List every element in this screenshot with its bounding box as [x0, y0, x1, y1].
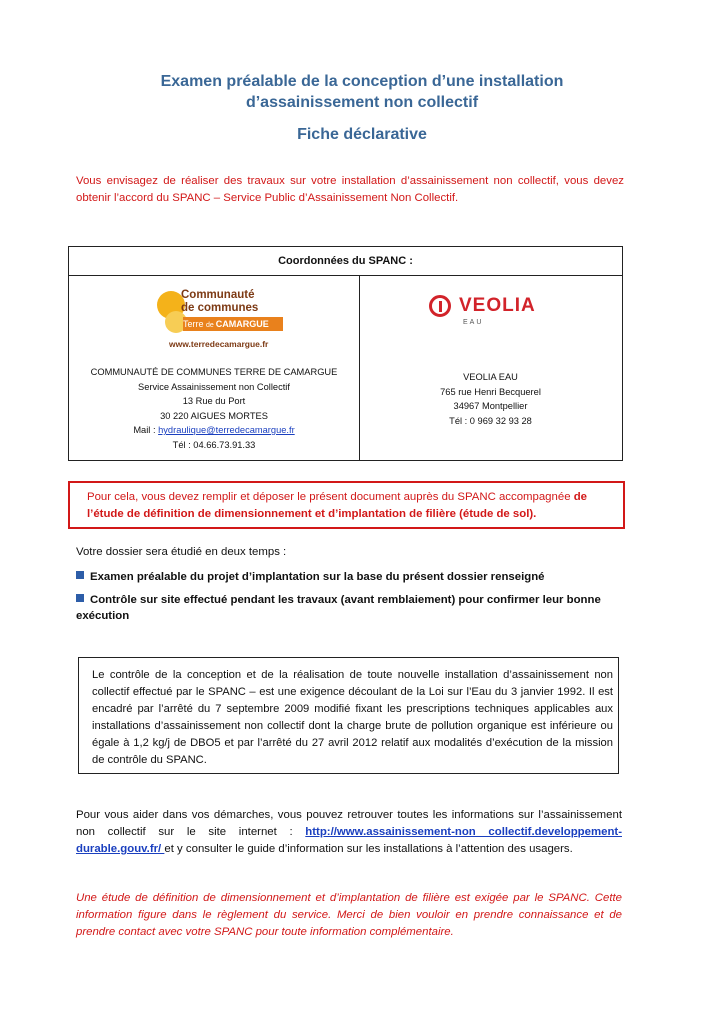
veolia-address	[359, 370, 622, 428]
cc-mail-label: Mail :	[133, 425, 159, 435]
spanc-header: Coordonnées du SPANC :	[69, 247, 622, 276]
assainissement-link[interactable]: http://www.assainissement-non collectif.developpement-durable.gouv.fr/	[76, 826, 622, 855]
requirement-box	[68, 481, 625, 529]
cc-name: COMMUNAUTÉ DE COMMUNES TERRE DE CAMARGUE	[90, 367, 338, 377]
logo-url: www.terredecamargue.fr	[169, 339, 269, 349]
terre-de-camargue-logo	[157, 289, 287, 355]
spanc-contact-table	[68, 246, 623, 461]
logo-text-line1: Communauté	[181, 289, 255, 301]
cc-mail-line	[69, 423, 359, 438]
cc-street: 13 Rue du Port	[182, 396, 246, 406]
logo-text-line2: de communes	[181, 302, 259, 314]
bullet-text: Contrôle sur site effectué pendant les travaux (avant remblaiement) pour confirmer leur bonne exécution	[76, 594, 601, 622]
help-paragraph	[76, 807, 622, 858]
veolia-name: VEOLIA EAU	[463, 372, 518, 382]
cc-tel: Tél : 04.66.73.91.33	[172, 439, 256, 450]
logo-band	[183, 317, 283, 331]
help-text-end: et y consulter le guide d’information sur les installations à l’attention des usagers.	[164, 843, 573, 855]
square-bullet-icon	[76, 594, 84, 602]
page-title-line2: d’assainissement non collectif	[245, 94, 479, 111]
dossier-intro: Votre dossier sera étudié en deux temps :	[76, 546, 287, 558]
veolia-city: 34967 Montpellier	[453, 401, 528, 411]
closing-note: Une étude de définition de dimensionnement et d’implantation de filière est exigée par le SPANC. Cette information figure dans le règlement du service. Merci de bien vouloir en prendre connaissance et de prendre contact avec votre SPANC pour toute information complémentaire.	[76, 892, 622, 938]
veolia-tel: Tél : 0 969 32 93 28	[449, 415, 532, 426]
bullet-text: Examen préalable du projet d’implantation sur la base du présent dossier renseigné	[90, 571, 545, 583]
page-subtitle: Fiche déclarative	[297, 126, 427, 143]
requirement-bold: de l’étude de définition de dimensionnement et d’implantation de filière (étude de sol).	[87, 491, 587, 520]
cc-service: Service Assainissement non Collectif	[138, 381, 290, 392]
cc-mail-link[interactable]: hydraulique@terredecamargue.fr	[158, 425, 295, 435]
cc-city: 30 220 AIGUES MORTES	[160, 410, 268, 421]
legal-box: Le contrôle de la conception et de la réalisation de toute nouvelle installation d’assainissement non collectif effectué par le SPANC – est une exigence découlant de la Loi sur l’Eau du 3 janvier 1992. Il est encadré par l’arrêté du 7 septembre 2009 modifié fixant les prescriptions techniques applicables aux installations d’assainissement non collectif dont la charge brute de pollution organique est inférieure ou égale à 1,2 kg/j de DBO5 et par l’arrêté du 27 avril 2012 relatif aux modalités d’exécution de la mission de contrôle du SPANC.	[78, 657, 619, 774]
intro-text: Vous envisagez de réaliser des travaux sur votre installation d’assainissement non collectif, vous devez obtenir l’accord du SPANC – Service Public d’Assainissement Non Collectif.	[76, 175, 624, 204]
spanc-left-cell	[69, 275, 360, 460]
logo-band-b: de	[206, 322, 216, 329]
logo-band-a: Terre	[183, 319, 207, 329]
square-bullet-icon	[76, 571, 84, 579]
requirement-text: Pour cela, vous devez remplir et déposer le présent document auprès du SPANC accompagnée	[87, 491, 574, 503]
veolia-street: 765 rue Henri Becquerel	[440, 386, 541, 397]
bullet-item	[76, 592, 626, 624]
cc-address	[69, 365, 359, 452]
veolia-logo	[429, 295, 559, 335]
veolia-logo-sub: EAU	[463, 319, 484, 326]
spanc-right-cell	[359, 275, 622, 460]
veolia-mark-icon	[429, 295, 451, 317]
page-title: Examen préalable de la conception d’une installation	[160, 73, 564, 90]
logo-band-c: CAMARGUE	[215, 319, 269, 329]
veolia-logo-word: VEOLIA	[459, 295, 536, 316]
bullet-item	[76, 569, 626, 585]
help-text: Pour vous aider dans vos démarches, vous pouvez retrouver toutes les informations sur l’assainissement non collectif sur le site internet :	[76, 809, 622, 838]
